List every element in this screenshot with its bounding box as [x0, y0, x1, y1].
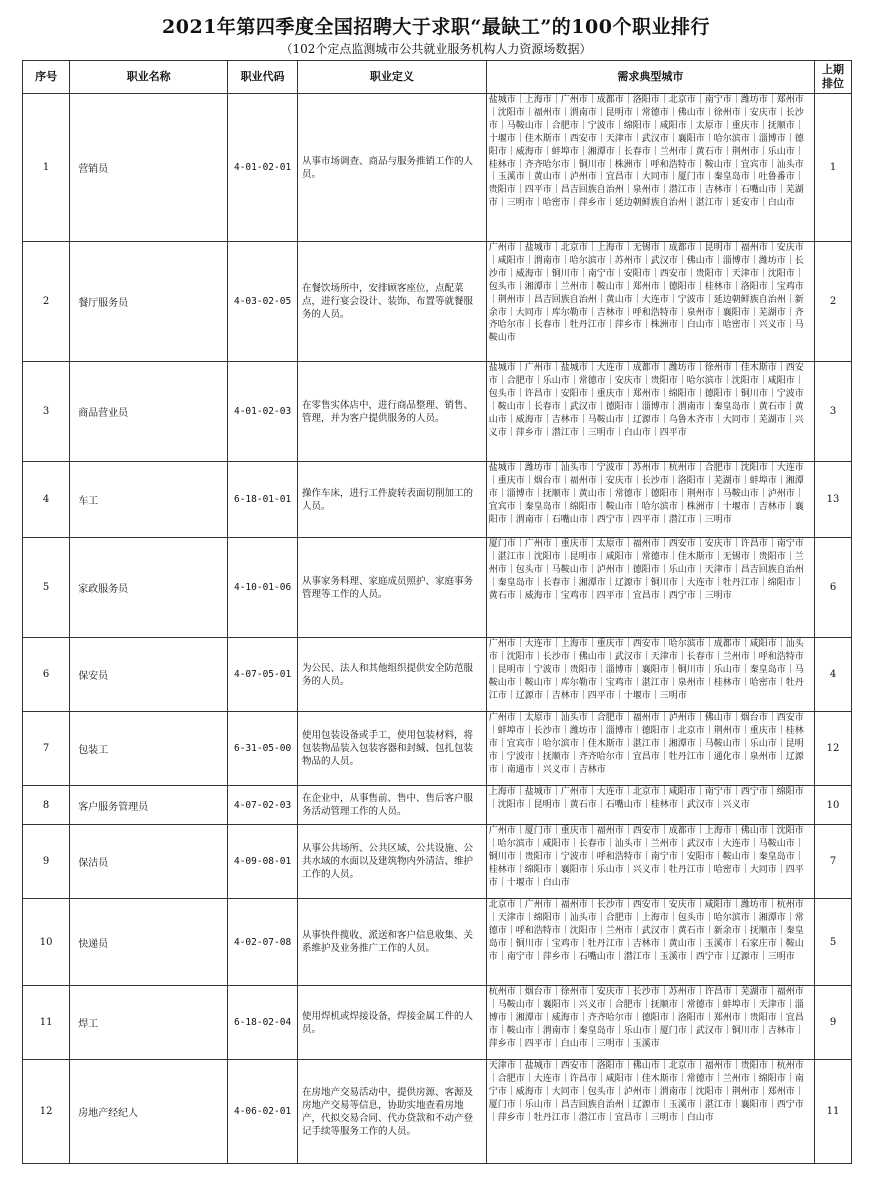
row-occupation-name: 焊工	[70, 986, 228, 1060]
row-occupation-name: 保洁员	[70, 825, 228, 899]
table-row	[23, 825, 852, 899]
table-row	[23, 986, 852, 1060]
row-occupation-name: 家政服务员	[70, 538, 228, 638]
row-typical-cities: 盐城市｜广州市｜盐城市｜大连市｜成都市｜潍坊市｜徐州市｜佳木斯市｜西安市｜合肥市｜乐山市｜常德市｜安庆市｜贵阳市｜哈尔滨市｜沈阳市｜咸阳市｜包头市｜许昌市｜安阳市｜重庆市｜郑州市｜绵阳市｜德阳市｜铜川市｜宁波市｜鞍山市｜长春市｜武汉市｜德阳市｜淄博市｜渭南市｜秦皇岛市｜黄石市｜黄山市｜威海市｜吉林市｜马鞍山市｜辽源市｜乌鲁木齐市｜大同市｜芜湖市｜兴义市｜萍乡市｜潜江市｜三明市｜白山市｜四平市	[486, 362, 814, 462]
row-occupation-definition: 使用焊机或焊接设备，焊接金属工件的人员。	[297, 986, 486, 1060]
row-prev-rank: 2	[815, 242, 852, 362]
row-prev-rank: 10	[815, 786, 852, 825]
row-occupation-code: 6-18-01-01	[228, 462, 298, 538]
row-prev-rank: 12	[815, 712, 852, 786]
row-occupation-code: 6-31-05-00	[228, 712, 298, 786]
row-occupation-code: 4-01-02-01	[228, 94, 298, 242]
row-seq: 12	[23, 1060, 70, 1164]
row-seq: 10	[23, 899, 70, 986]
occupation-table	[22, 60, 852, 1164]
row-occupation-code: 4-10-01-06	[228, 538, 298, 638]
table-row	[23, 1060, 852, 1164]
row-seq: 1	[23, 94, 70, 242]
row-occupation-code: 4-07-05-01	[228, 638, 298, 712]
row-prev-rank: 11	[815, 1060, 852, 1164]
row-typical-cities: 盐城市｜上海市｜广州市｜成都市｜洛阳市｜北京市｜南宁市｜潍坊市｜郑州市｜沈阳市｜福州市｜渭南市｜昆明市｜常德市｜佛山市｜徐州市｜安庆市｜长沙市｜马鞍山市｜合肥市｜宁波市｜绵阳市｜咸阳市｜太原市｜重庆市｜抚顺市｜十堰市｜佳木斯市｜西安市｜天津市｜武汉市｜襄阳市｜哈尔滨市｜淄博市｜德阳市｜威海市｜蚌埠市｜湘潭市｜长春市｜兰州市｜黄石市｜荆州市｜乐山市｜桂林市｜齐齐哈尔市｜铜川市｜株洲市｜呼和浩特市｜鞍山市｜宜宾市｜汕头市｜玉溪市｜黄山市｜泸州市｜宜昌市｜大同市｜厦门市｜秦皇岛市｜吐鲁番市｜贵阳市｜四平市｜昌吉回族自治州｜泉州市｜潜江市｜吉林市｜石嘴山市｜芜湖市｜三明市｜哈密市｜萍乡市｜延边朝鲜族自治州｜湛江市｜延安市｜白山市	[486, 94, 814, 242]
header-code: 职业代码	[228, 61, 298, 94]
row-seq: 7	[23, 712, 70, 786]
row-occupation-definition: 从事市场调查、商品与服务推销工作的人员。	[297, 94, 486, 242]
table-row	[23, 712, 852, 786]
row-occupation-code: 4-03-02-05	[228, 242, 298, 362]
row-occupation-name: 房地产经纪人	[70, 1060, 228, 1164]
table-row	[23, 786, 852, 825]
row-occupation-code: 4-09-08-01	[228, 825, 298, 899]
row-prev-rank: 5	[815, 899, 852, 986]
row-occupation-code: 4-07-02-03	[228, 786, 298, 825]
row-typical-cities: 盐城市｜潍坊市｜汕头市｜宁波市｜苏州市｜杭州市｜合肥市｜沈阳市｜大连市｜重庆市｜烟台市｜福州市｜安庆市｜长沙市｜洛阳市｜芜湖市｜蚌埠市｜湘潭市｜淄博市｜抚顺市｜黄山市｜常德市｜德阳市｜荆州市｜马鞍山市｜泸州市｜宜宾市｜秦皇岛市｜绵阳市｜鞍山市｜哈尔滨市｜株洲市｜十堰市｜吉林市｜襄阳市｜渭南市｜石嘴山市｜西宁市｜四平市｜潜江市｜三明市	[486, 462, 814, 538]
row-occupation-name: 快递员	[70, 899, 228, 986]
row-occupation-name: 客户服务管理员	[70, 786, 228, 825]
row-seq: 5	[23, 538, 70, 638]
row-seq: 2	[23, 242, 70, 362]
header-prev-rank: 上期排位	[815, 61, 852, 94]
row-typical-cities: 天津市｜盐城市｜西安市｜洛阳市｜佛山市｜北京市｜福州市｜贵阳市｜杭州市｜合肥市｜大连市｜许昌市｜咸阳市｜佳木斯市｜常德市｜兰州市｜绵阳市｜南宁市｜威海市｜大同市｜包头市｜泸州市｜渭南市｜沈阳市｜荆州市｜郑州市｜厦门市｜乐山市｜昌吉回族自治州｜辽源市｜玉溪市｜湛江市｜襄阳市｜西宁市｜萍乡市｜牡丹江市｜潜江市｜宜昌市｜三明市｜白山市	[486, 1060, 814, 1164]
row-typical-cities: 广州市｜厦门市｜重庆市｜福州市｜西安市｜成都市｜上海市｜佛山市｜沈阳市｜哈尔滨市｜咸阳市｜长春市｜汕头市｜兰州市｜武汉市｜大连市｜马鞍山市｜铜川市｜贵阳市｜宁波市｜呼和浩特市｜南宁市｜安阳市｜鞍山市｜秦皇岛市｜桂林市｜绵阳市｜襄阳市｜乐山市｜兴义市｜牡丹江市｜哈密市｜大同市｜四平市｜十堰市｜白山市	[486, 825, 814, 899]
table-row	[23, 638, 852, 712]
row-occupation-definition: 从事家务料理、家庭成员照护、家庭事务管理等工作的人员。	[297, 538, 486, 638]
row-occupation-code: 4-06-02-01	[228, 1060, 298, 1164]
row-seq: 4	[23, 462, 70, 538]
row-occupation-name: 营销员	[70, 94, 228, 242]
row-occupation-code: 6-18-02-04	[228, 986, 298, 1060]
row-occupation-code: 4-01-02-03	[228, 362, 298, 462]
table-row	[23, 94, 852, 242]
row-occupation-definition: 为公民、法人和其他组织提供安全防范服务的人员。	[297, 638, 486, 712]
row-prev-rank: 6	[815, 538, 852, 638]
table-row	[23, 538, 852, 638]
row-typical-cities: 上海市｜盐城市｜广州市｜大连市｜北京市｜咸阳市｜南宁市｜西宁市｜绵阳市｜沈阳市｜昆明市｜黄石市｜石嘴山市｜桂林市｜武汉市｜兴义市	[486, 786, 814, 825]
row-seq: 11	[23, 986, 70, 1060]
row-occupation-name: 餐厅服务员	[70, 242, 228, 362]
row-occupation-definition: 在企业中，从事售前、售中、售后客户服务活动管理工作的人员。	[297, 786, 486, 825]
row-seq: 8	[23, 786, 70, 825]
table-row	[23, 462, 852, 538]
row-prev-rank: 3	[815, 362, 852, 462]
row-occupation-definition: 使用包装设备或手工，使用包装材料，将包装物品装入包装容器和封缄、包扎包装物品的人员。	[297, 712, 486, 786]
row-occupation-definition: 在房地产交易活动中，提供房源、客源及房地产交易等信息，协助实地查看房地产，代拟交易合同、代办贷款和不动产登记手续等服务工作的人员。	[297, 1060, 486, 1164]
row-prev-rank: 13	[815, 462, 852, 538]
document-subtitle: （102个定点监测城市公共就业服务机构人力资源场数据）	[280, 42, 592, 56]
row-typical-cities: 杭州市｜烟台市｜徐州市｜安庆市｜长沙市｜苏州市｜许昌市｜芜湖市｜福州市｜马鞍山市｜襄阳市｜兴义市｜合肥市｜抚顺市｜常德市｜蚌埠市｜天津市｜淄博市｜湘潭市｜威海市｜齐齐哈尔市｜德阳市｜洛阳市｜郑州市｜贵阳市｜宜昌市｜鞍山市｜渭南市｜秦皇岛市｜乐山市｜厦门市｜武汉市｜铜川市｜吉林市｜萍乡市｜四平市｜白山市｜三明市｜玉溪市	[486, 986, 814, 1060]
row-typical-cities: 广州市｜大连市｜上海市｜重庆市｜西安市｜哈尔滨市｜成都市｜咸阳市｜汕头市｜沈阳市｜长沙市｜佛山市｜武汉市｜天津市｜长春市｜兰州市｜呼和浩特市｜昆明市｜宁波市｜贵阳市｜淄博市｜襄阳市｜铜川市｜乐山市｜秦皇岛市｜马鞍山市｜鞍山市｜库尔勒市｜宝鸡市｜湛江市｜泉州市｜桂林市｜哈密市｜牡丹江市｜辽源市｜吉林市｜四平市｜十堰市｜三明市	[486, 638, 814, 712]
row-occupation-name: 保安员	[70, 638, 228, 712]
row-prev-rank: 4	[815, 638, 852, 712]
row-occupation-definition: 在零售实体店中，进行商品整理、销售、管理，并为客户提供服务的人员。	[297, 362, 486, 462]
row-typical-cities: 广州市｜盐城市｜北京市｜上海市｜无锡市｜成都市｜昆明市｜福州市｜安庆市｜咸阳市｜渭南市｜哈尔滨市｜苏州市｜武汉市｜佛山市｜淄博市｜潍坊市｜长沙市｜威海市｜铜川市｜南宁市｜安阳市｜西安市｜贵阳市｜天津市｜沈阳市｜包头市｜湘潭市｜兰州市｜鞍山市｜郑州市｜德阳市｜桂林市｜洛阳市｜宝鸡市｜荆州市｜昌吉回族自治州｜黄山市｜大连市｜宁波市｜延边朝鲜族自治州｜新余市｜大同市｜库尔勒市｜吉林市｜呼和浩特市｜泉州市｜襄阳市｜芜湖市｜齐齐哈尔市｜长春市｜牡丹江市｜萍乡市｜株洲市｜白山市｜哈密市｜兴义市｜马鞍山市	[486, 242, 814, 362]
table-row	[23, 362, 852, 462]
row-seq: 9	[23, 825, 70, 899]
row-typical-cities: 北京市｜广州市｜福州市｜长沙市｜西安市｜安庆市｜咸阳市｜潍坊市｜杭州市｜天津市｜绵阳市｜汕头市｜合肥市｜上海市｜包头市｜哈尔滨市｜湘潭市｜常德市｜呼和浩特市｜沈阳市｜兰州市｜武汉市｜黄石市｜新余市｜抚顺市｜秦皇岛市｜铜川市｜宝鸡市｜牡丹江市｜吉林市｜黄山市｜玉溪市｜石家庄市｜鞍山市｜南宁市｜萍乡市｜石嘴山市｜潜江市｜玉溪市｜西宁市｜辽源市｜三明市	[486, 899, 814, 986]
row-occupation-name: 商品营业员	[70, 362, 228, 462]
row-occupation-definition: 从事公共场所、公共区域、公共设施、公共水域的水面以及建筑物内外清洁、维护工作的人员。	[297, 825, 486, 899]
row-prev-rank: 1	[815, 94, 852, 242]
table-row	[23, 899, 852, 986]
row-prev-rank: 9	[815, 986, 852, 1060]
row-occupation-code: 4-02-07-08	[228, 899, 298, 986]
row-seq: 3	[23, 362, 70, 462]
header-seq: 序号	[23, 61, 70, 94]
header-definition: 职业定义	[297, 61, 486, 94]
table-header-row	[23, 61, 852, 94]
row-typical-cities: 厦门市｜广州市｜重庆市｜太原市｜福州市｜西安市｜安庆市｜许昌市｜南宁市｜湛江市｜沈阳市｜昆明市｜咸阳市｜常德市｜佳木斯市｜无锡市｜贵阳市｜兰州市｜包头市｜马鞍山市｜泸州市｜德阳市｜乐山市｜天津市｜昌吉回族自治州｜秦皇岛市｜长春市｜湘潭市｜辽源市｜铜川市｜大连市｜牡丹江市｜绵阳市｜黄石市｜威海市｜宝鸡市｜四平市｜宜昌市｜西宁市｜三明市	[486, 538, 814, 638]
row-typical-cities: 广州市｜太原市｜汕头市｜合肥市｜福州市｜泸州市｜佛山市｜烟台市｜西安市｜蚌埠市｜长沙市｜潍坊市｜淄博市｜德阳市｜北京市｜荆州市｜重庆市｜桂林市｜宜宾市｜哈尔滨市｜佳木斯市｜湛江市｜湘潭市｜马鞍山市｜乐山市｜昆明市｜宁波市｜抚顺市｜齐齐哈尔市｜宜昌市｜牡丹江市｜通化市｜泉州市｜辽源市｜南通市｜兴义市｜吉林市	[486, 712, 814, 786]
row-occupation-definition: 在餐饮场所中，安排顾客座位，点配菜点，进行宴会设计、装饰、布置等就餐服务的人员。	[297, 242, 486, 362]
row-occupation-name: 包装工	[70, 712, 228, 786]
header-cities: 需求典型城市	[486, 61, 814, 94]
header-name: 职业名称	[70, 61, 228, 94]
table-row	[23, 242, 852, 362]
row-occupation-definition: 操作车床，进行工件旋转表面切削加工的人员。	[297, 462, 486, 538]
row-occupation-definition: 从事快件揽收、派送和客户信息收集、关系维护及业务推广工作的人员。	[297, 899, 486, 986]
document-title: 2021年第四季度全国招聘大于求职“最缺工”的100个职业排行	[162, 16, 710, 38]
row-occupation-name: 车工	[70, 462, 228, 538]
row-prev-rank: 7	[815, 825, 852, 899]
row-seq: 6	[23, 638, 70, 712]
